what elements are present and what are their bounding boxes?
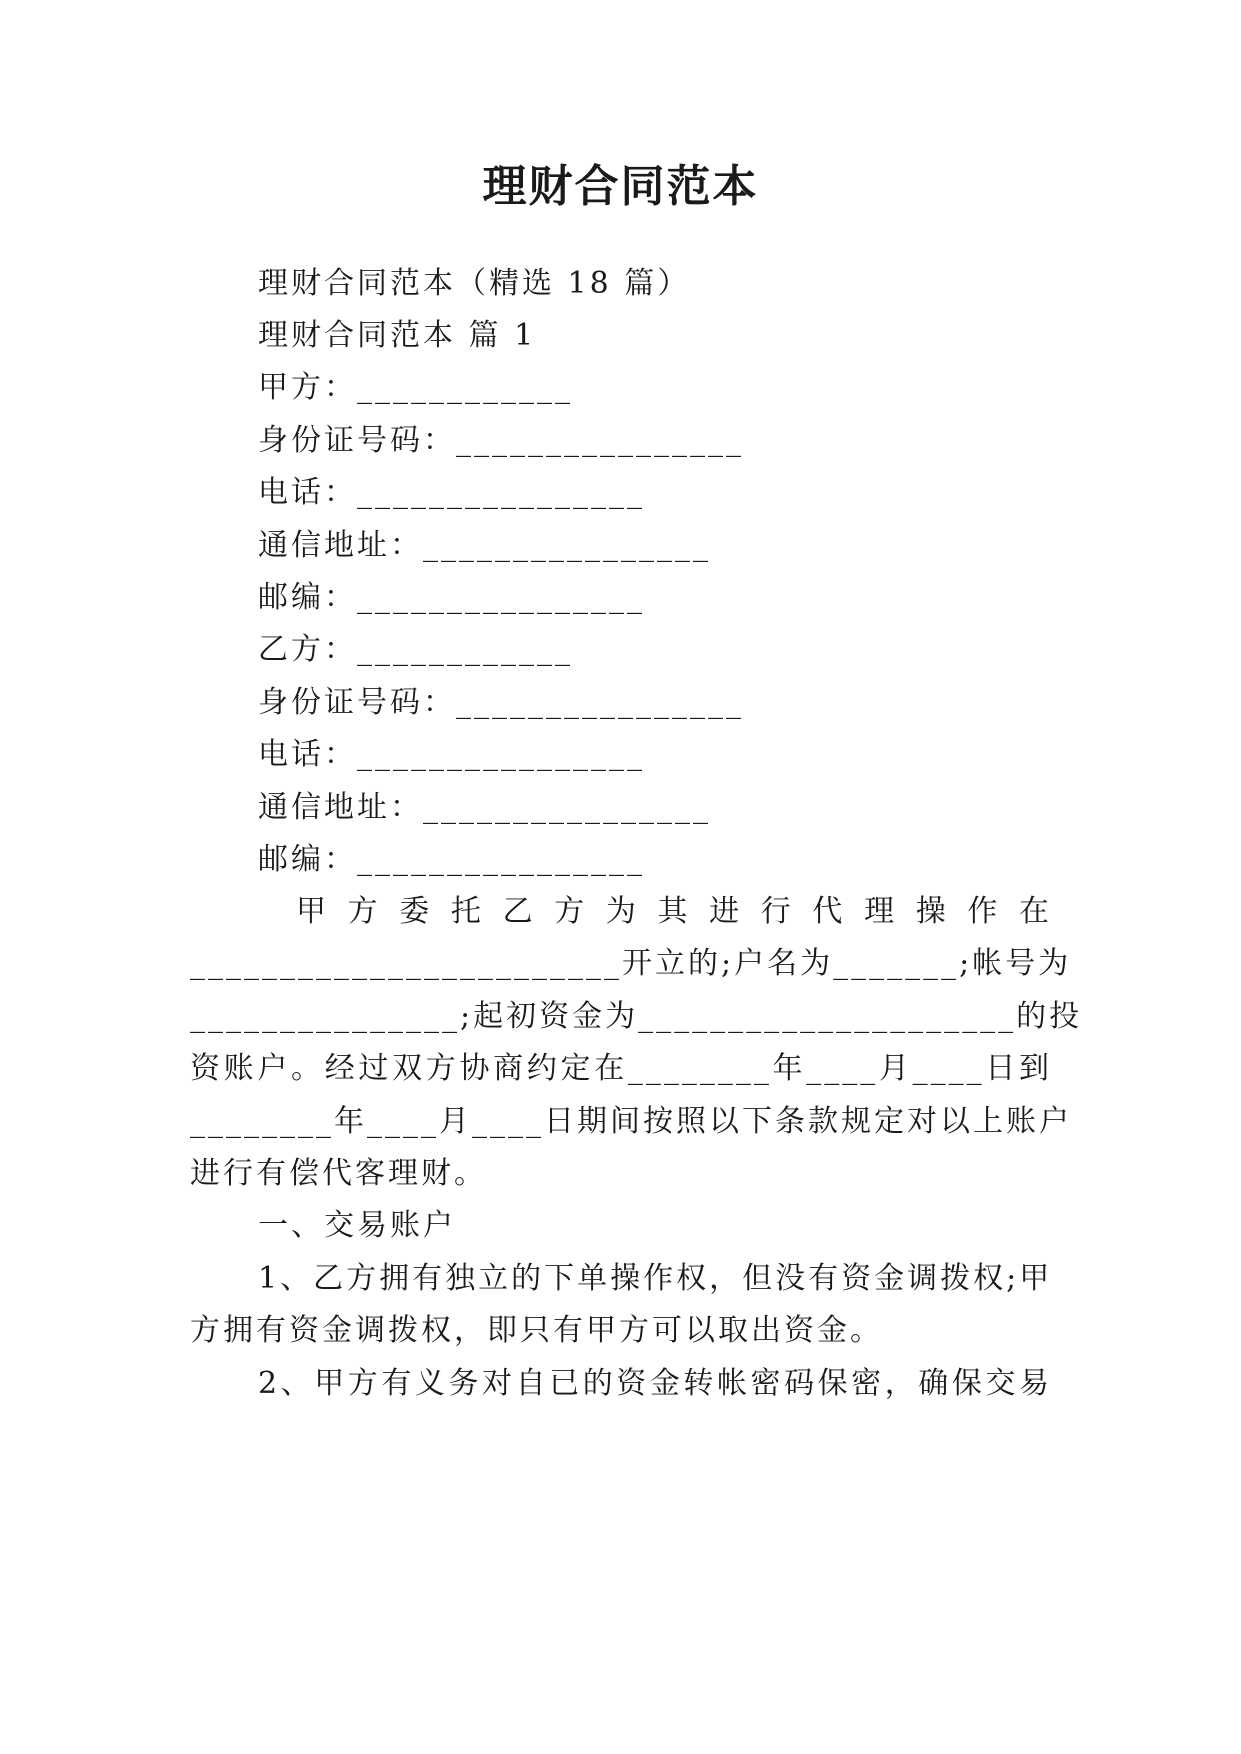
clause-1-line: 方拥有资金调拨权，即只有甲方可以取出资金。: [190, 1313, 883, 1348]
paragraph-line: 甲方委托乙方为其进行代理操作在: [296, 894, 1052, 929]
party-a-name: 甲方：____________: [258, 370, 573, 405]
clause-1-line: 1、乙方拥有独立的下单操作权，但没有资金调拨权;甲: [258, 1261, 1053, 1296]
party-b-address: 通信地址：________________: [258, 790, 711, 825]
paragraph-line: 进行有偿代客理财。: [190, 1156, 487, 1191]
party-a-phone: 电话：________________: [258, 475, 645, 510]
paragraph-line: ________年____月____日期间按照以下条款规定对以上账户: [190, 1104, 1072, 1139]
paragraph-line: ________________________开立的;户名为_______;帐号为: [190, 946, 1072, 981]
party-a-id: 身份证号码：________________: [258, 423, 744, 458]
party-a-postcode: 邮编：________________: [258, 580, 645, 615]
section-one-heading: 一、交易账户: [258, 1208, 456, 1243]
document-title: 理财合同范本: [482, 161, 759, 212]
section-heading: 理财合同范本 篇 1: [258, 318, 537, 353]
paragraph-line: _______________;起初资金为_____________________的投: [190, 999, 1083, 1034]
party-b-name: 乙方：____________: [258, 632, 573, 667]
paragraph-line: 资账户。经过双方协商约定在________年____月____日到: [190, 1051, 1052, 1086]
document-subtitle: 理财合同范本（精选 18 篇）: [258, 266, 691, 301]
party-b-id: 身份证号码：________________: [258, 685, 744, 720]
party-a-address: 通信地址：________________: [258, 528, 711, 563]
party-b-phone: 电话：________________: [258, 737, 645, 772]
party-b-postcode: 邮编：________________: [258, 842, 645, 877]
clause-2-line: 2、甲方有义务对自已的资金转帐密码保密，确保交易: [258, 1366, 1052, 1401]
